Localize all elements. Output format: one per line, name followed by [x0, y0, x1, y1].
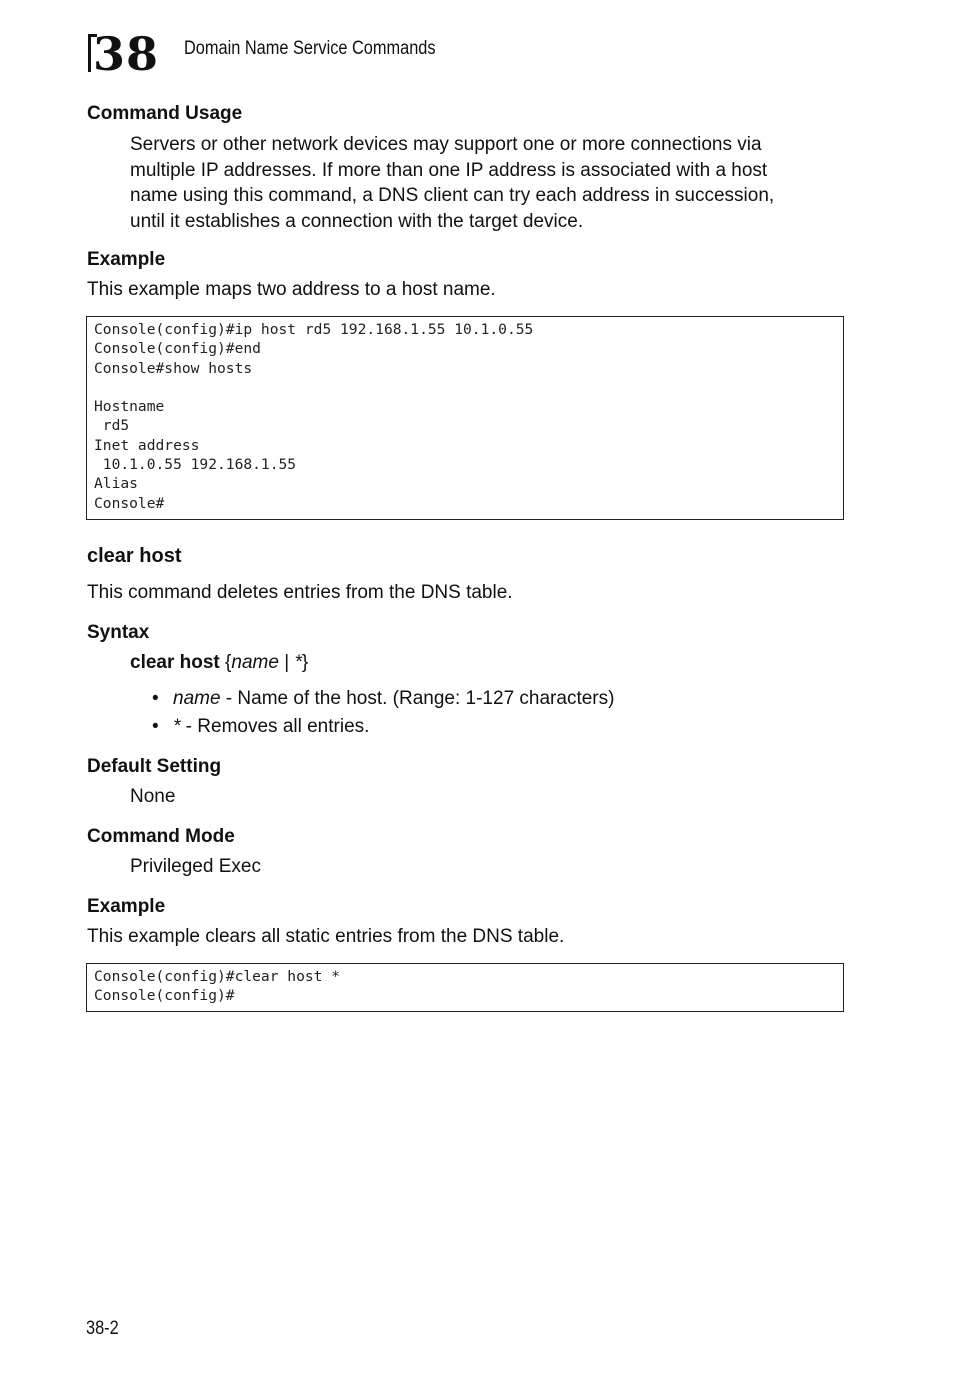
code-line: Console(config)#clear host * [94, 968, 341, 985]
default-setting-heading: Default Setting [87, 756, 222, 777]
code-block [86, 316, 844, 520]
usage-line: name using this command, a DNS client can try each address in succession, [130, 185, 775, 206]
chapter-badge-bar [88, 34, 91, 72]
syntax-command: clear host [130, 652, 220, 673]
list-item [152, 688, 614, 710]
syntax-line [130, 650, 308, 676]
param-term: * [173, 716, 181, 737]
command-usage-text [130, 132, 774, 234]
syntax-separator: | [278, 652, 295, 673]
command-mode-value: Privileged Exec [130, 856, 261, 877]
param-term: name [173, 688, 221, 709]
code-line: rd5 [94, 417, 130, 435]
bullet-icon: • [152, 716, 159, 737]
code-line: 10.1.0.55 192.168.1.55 [94, 456, 297, 474]
code-line: Console#show hosts [94, 359, 253, 377]
syntax-brace-open: { [225, 652, 232, 673]
list-item [152, 716, 369, 738]
code-line: Console(config)# [94, 987, 235, 1005]
chapter-title: Domain Name Service Commands [184, 38, 436, 59]
bullet-icon: • [152, 688, 159, 709]
code-line: Console(config)#end [94, 340, 261, 358]
code-line: Inet address [94, 436, 200, 454]
example-text: This example clears all static entries from the DNS table. [87, 926, 565, 947]
code-line [94, 378, 843, 397]
code-block [86, 963, 844, 1012]
chapter-number: 38 [93, 27, 160, 81]
syntax-param-star: * [294, 652, 302, 673]
code-line: Hostname [94, 398, 165, 416]
chapter-badge [88, 27, 166, 81]
usage-line: Servers or other network devices may support one or more connections via [130, 134, 762, 155]
command-mode-heading: Command Mode [87, 826, 235, 847]
default-setting-value: None [130, 786, 176, 807]
usage-line: multiple IP addresses. If more than one IP address is associated with a host [130, 159, 768, 181]
example-heading: Example [87, 249, 166, 270]
syntax-heading: Syntax [87, 622, 150, 643]
param-desc: - Name of the host. (Range: 1-127 characters) [220, 688, 615, 709]
command-usage-heading: Command Usage [87, 103, 243, 124]
section-title: clear host [87, 545, 182, 567]
example-heading: Example [87, 896, 166, 917]
usage-line: until it establishes a connection with the target device. [130, 210, 584, 232]
code-line: Console(config)#ip host rd5 192.168.1.55 10.1.0.55 [94, 321, 534, 338]
syntax-param-name: name [231, 652, 279, 673]
page-number: 38-2 [86, 1318, 119, 1339]
code-line: Alias [94, 475, 138, 493]
section-description: This command deletes entries from the DNS table. [87, 582, 513, 603]
example-text: This example maps two address to a host name. [87, 279, 496, 300]
syntax-brace-close: } [301, 652, 309, 673]
code-line: Console# [94, 494, 165, 512]
param-desc: - Removes all entries. [180, 716, 370, 737]
